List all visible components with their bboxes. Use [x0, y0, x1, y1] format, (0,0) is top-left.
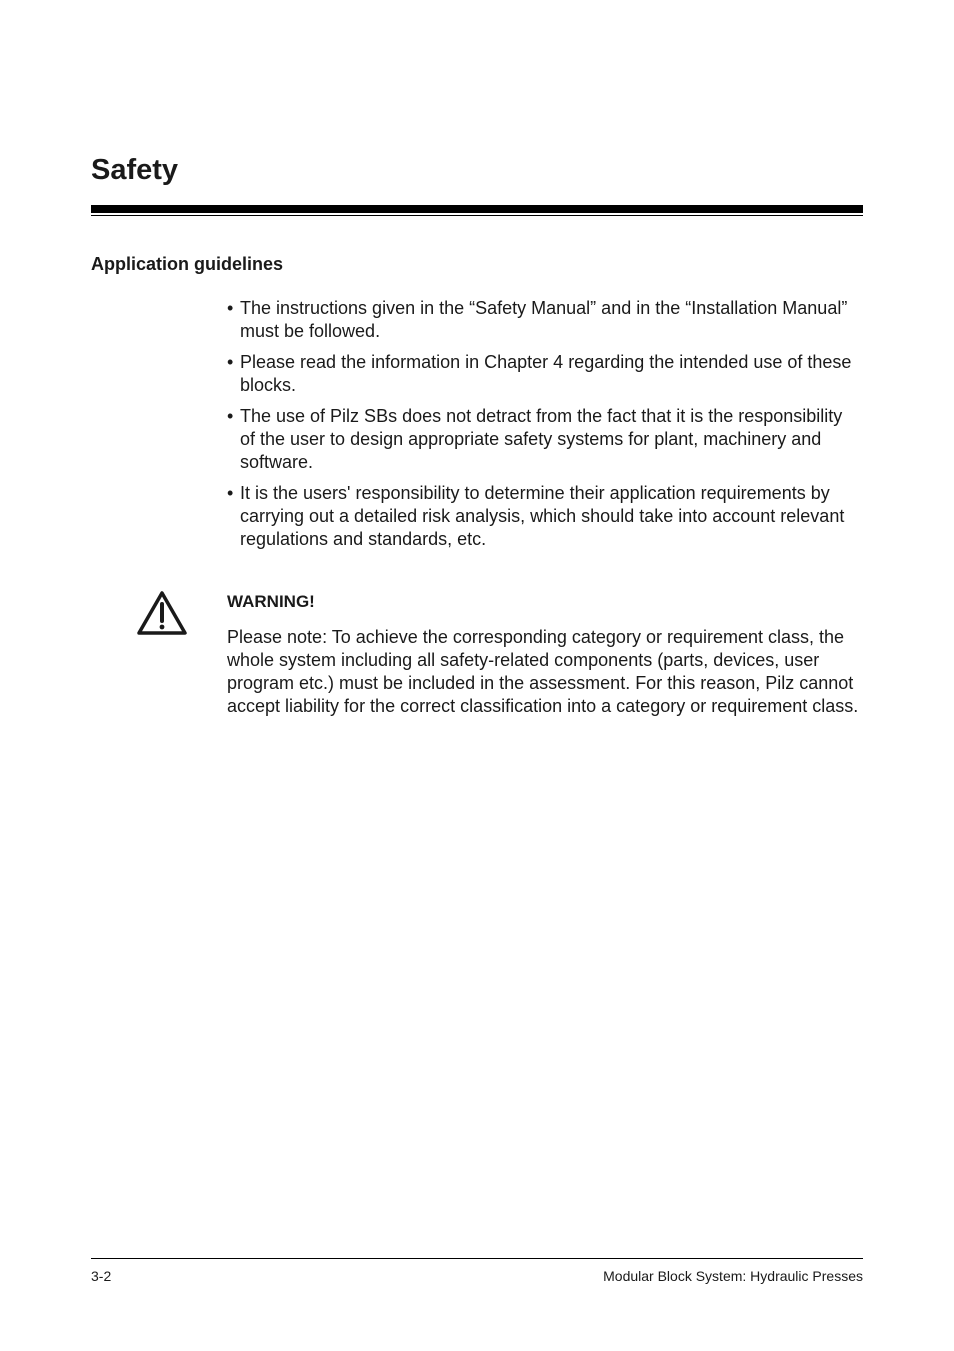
title-rule-thin [91, 215, 863, 216]
list-item: • It is the users' responsibility to determine their application requirements by carrying out a detailed risk analysis, which should take into account relevant regulations and standards, etc. [227, 482, 857, 551]
warning-title: WARNING! [227, 592, 315, 611]
chapter-title: Safety [91, 154, 179, 186]
list-item: • Please read the information in Chapter 4 regarding the intended use of these blocks. [227, 351, 857, 397]
section-heading: Application guidelines [91, 254, 284, 274]
guidelines-list [227, 297, 857, 559]
warning-triangle-icon [136, 589, 188, 637]
footer-rule [91, 1258, 863, 1259]
warning-text: Please note: To achieve the corresponding category or requirement class, the whole system including all safety-related components (parts, devices, user program etc.) must be included in the assessment. For this reason, Pilz cannot accept liability for the correct classification into a category or requirement class. [227, 627, 859, 716]
list-item: • The instructions given in the “Safety Manual” and in the “Installation Manual” must be followed. [227, 297, 857, 343]
list-item: • The use of Pilz SBs does not detract from the fact that it is the responsibility of the user to design appropriate safety systems for plant, machinery and software. [227, 405, 857, 474]
footer-page-number: 3-2 [91, 1268, 112, 1284]
title-rule-thick [91, 205, 863, 213]
footer-document-title: Modular Block System: Hydraulic Presses [603, 1268, 863, 1284]
